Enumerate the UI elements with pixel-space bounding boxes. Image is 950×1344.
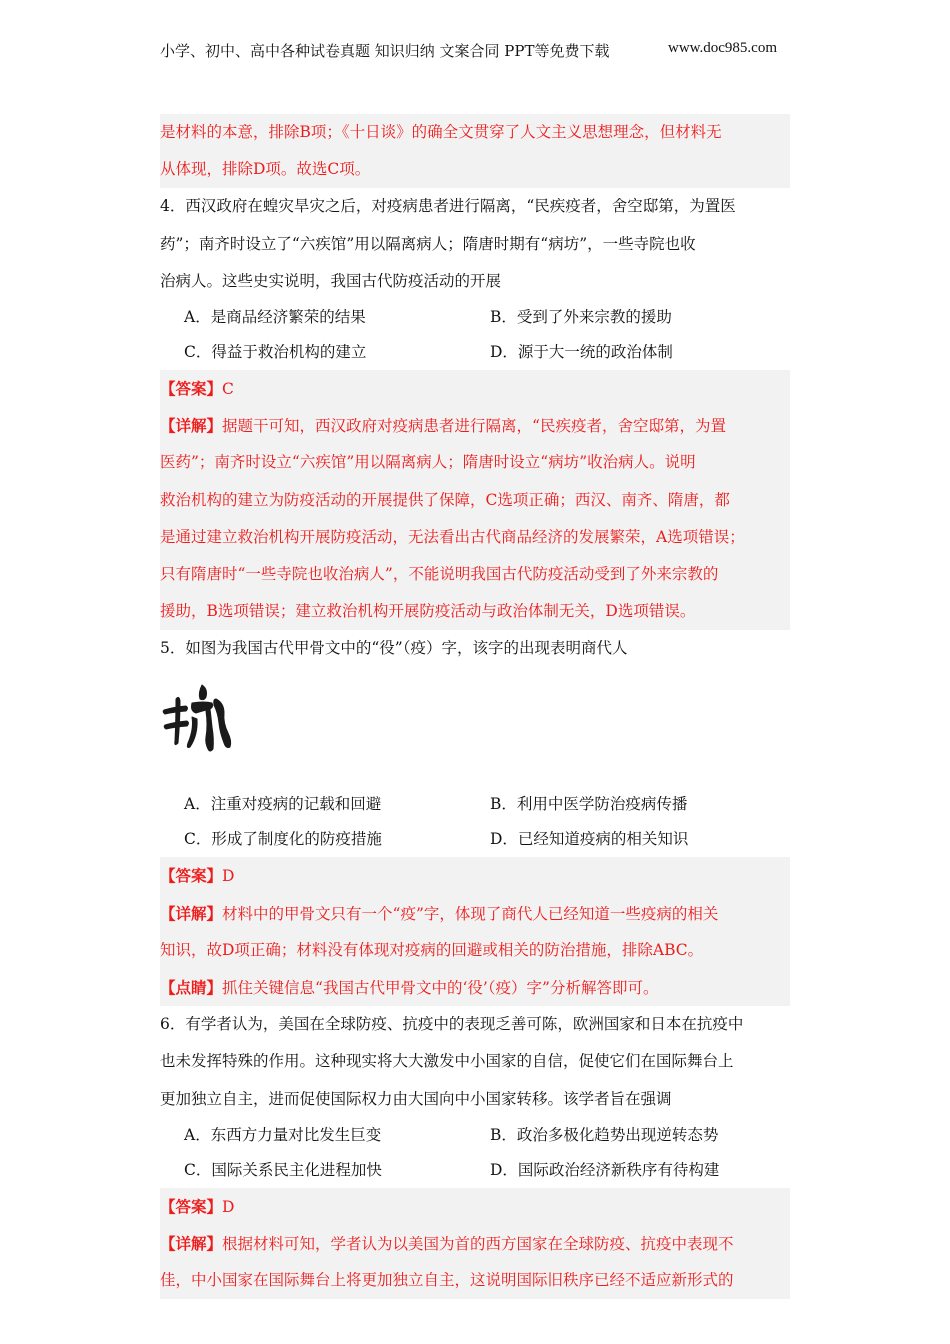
text-line: 从体现，排除D项。故选C项。 bbox=[160, 160, 371, 179]
option-b: B．政治多极化趋势出现逆转态势 bbox=[490, 1125, 719, 1144]
question-4 bbox=[160, 188, 790, 370]
option-d: D．源于大一统的政治体制 bbox=[490, 342, 673, 361]
detail-line: 只有隋唐时“一些寺院也收治病人”，不能说明我国古代防疫活动受到了外来宗教的 bbox=[160, 564, 719, 583]
detail-line: 佳，中小国家在国际舞台上将更加独立自主，这说明国际旧秩序已经不适应新形式的 bbox=[160, 1271, 734, 1290]
answer-value: D bbox=[222, 1197, 235, 1216]
header-website: www.doc985.com bbox=[668, 40, 778, 56]
text-line: 是材料的本意，排除B项；《十日谈》的确全文贯穿了人文主义思想理念，但材料无 bbox=[160, 123, 722, 141]
options-row bbox=[160, 787, 790, 822]
detail-line bbox=[160, 1225, 790, 1262]
option-a: A．东西方力量对比发生巨变 bbox=[184, 1125, 382, 1144]
options-row bbox=[160, 822, 790, 857]
answer-line bbox=[160, 1188, 790, 1225]
oracle-bone-glyph-image bbox=[160, 667, 790, 787]
carryover-explanation bbox=[160, 114, 790, 188]
question-6 bbox=[160, 1006, 790, 1188]
option-c: C．得益于救治机构的建立 bbox=[184, 342, 367, 361]
detail-line: 医药”；南齐时设立“六疾馆”用以隔离病人；隋唐时设立“病坊”收治病人。说明 bbox=[160, 453, 696, 472]
detail-text: 材料中的甲骨文只有一个“疫”字，体现了商代人已经知道一些疫病的相关 bbox=[222, 904, 719, 923]
question-stem-line: 4．西汉政府在蝗灾旱灾之后，对疫病患者进行隔离，“民疾疫者，舍空邸第，为置医 bbox=[160, 197, 736, 216]
detail-line: 救治机构的建立为防疫活动的开展提供了保障，C选项正确；西汉、南齐、隋唐，都 bbox=[160, 490, 730, 509]
options-row bbox=[160, 1153, 790, 1188]
question-stem-line: 治病人。这些史实说明，我国古代防疫活动的开展 bbox=[160, 271, 502, 290]
oracle-bone-character-yi bbox=[162, 677, 242, 757]
option-b: B．利用中医学防治疫病传播 bbox=[490, 795, 688, 814]
detail-text: 根据材料可知，学者认为以美国为首的西方国家在全球防疫、抗疫中表现不 bbox=[222, 1234, 734, 1253]
answer-label: 【答案】 bbox=[160, 378, 223, 398]
detail-label: 【详解】 bbox=[160, 1233, 223, 1253]
answer-block-5 bbox=[160, 857, 790, 1006]
option-b: B．受到了外来宗教的援助 bbox=[490, 307, 672, 326]
detail-label: 【详解】 bbox=[160, 416, 223, 436]
question-stem-line: 5．如图为我国古代甲骨文中的“役”（疫）字，该字的出现表明商代人 bbox=[160, 639, 628, 658]
document-body bbox=[160, 114, 790, 1299]
detail-line: 是通过建立救治机构开展防疫活动，无法看出古代商品经济的发展繁荣，A选项错误； bbox=[160, 527, 745, 546]
question-stem-line: 更加独立自主，进而促使国际权力由大国向中小国家转移。该学者旨在强调 bbox=[160, 1089, 672, 1108]
answer-line bbox=[160, 857, 790, 894]
question-stem-line: 药”；南齐时设立了“六疾馆”用以隔离病人；隋唐时期有“病坊”，一些寺院也收 bbox=[160, 234, 696, 253]
option-c: C．形成了制度化的防疫措施 bbox=[184, 830, 382, 849]
point-label: 【点睛】 bbox=[160, 978, 223, 997]
question-5 bbox=[160, 630, 790, 857]
options-row bbox=[160, 1118, 790, 1153]
option-d: D．已经知道疫病的相关知识 bbox=[490, 830, 689, 849]
answer-value: D bbox=[222, 867, 235, 886]
answer-block-4 bbox=[160, 370, 790, 630]
options-row bbox=[160, 300, 790, 335]
answer-block-6 bbox=[160, 1188, 790, 1300]
detail-label: 【详解】 bbox=[160, 903, 223, 923]
option-a: A．是商品经济繁荣的结果 bbox=[184, 307, 366, 326]
detail-line: 援助，B选项错误；建立救治机构开展防疫活动与政治体制无关，D选项错误。 bbox=[160, 602, 696, 621]
answer-value: C bbox=[222, 379, 234, 398]
detail-line: 知识，故D项正确；材料没有体现对疫病的回避或相关的防治措施，排除ABC。 bbox=[160, 940, 704, 959]
option-d: D．国际政治经济新秩序有待构建 bbox=[490, 1160, 720, 1179]
question-stem-line: 6．有学者认为，美国在全球防疫、抗疫中的表现乏善可陈，欧洲国家和日本在抗疫中 bbox=[160, 1015, 744, 1034]
option-c: C．国际关系民主化进程加快 bbox=[184, 1160, 382, 1179]
answer-label: 【答案】 bbox=[160, 866, 223, 886]
answer-line bbox=[160, 370, 790, 407]
option-a: A．注重对疫病的记载和回避 bbox=[184, 795, 382, 814]
point-line bbox=[160, 969, 790, 1006]
options-row bbox=[160, 335, 790, 370]
answer-label: 【答案】 bbox=[160, 1196, 223, 1216]
question-stem-line: 也未发挥特殊的作用。这种现实将大大激发中小国家的自信，促使它们在国际舞台上 bbox=[160, 1052, 734, 1071]
detail-line bbox=[160, 895, 790, 932]
detail-text: 据题干可知，西汉政府对疫病患者进行隔离，“民疾疫者，舍空邸第，为置 bbox=[222, 417, 726, 436]
point-text: 抓住关键信息“我国古代甲骨文中的‘役’（疫）字”分析解答即可。 bbox=[222, 979, 659, 997]
header-promo-text: 小学、初中、高中各种试卷真题 知识归纳 文案合同 PPT等免费下载 bbox=[160, 42, 610, 60]
detail-line bbox=[160, 407, 790, 444]
